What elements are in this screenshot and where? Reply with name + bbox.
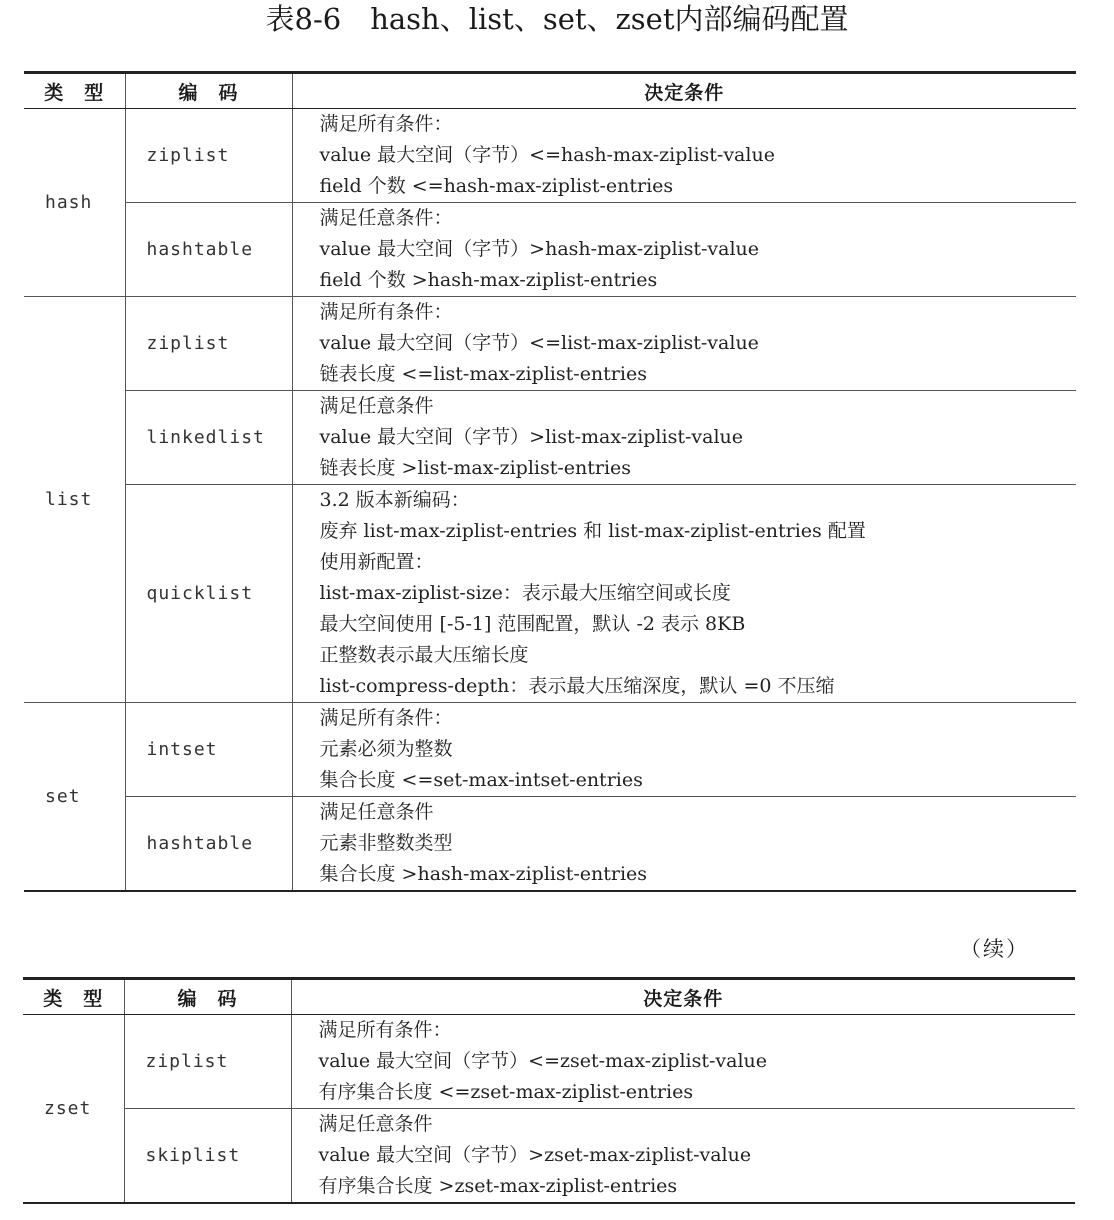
continued-label: （续）: [960, 937, 1029, 961]
condition-line: field 个数 <=hash-max-ziplist-entries: [319, 175, 674, 197]
condition-line: 满足所有条件：: [319, 707, 453, 729]
table-row: [24, 391, 1076, 485]
condition-line: value 最大空间（字节）>hash-max-ziplist-value: [319, 238, 760, 260]
table-row: [24, 109, 1076, 203]
condition-line: 最大空间使用 [-5-1] 范围配置，默认 -2 表示 8KB: [319, 613, 746, 635]
condition-line: value 最大空间（字节）<=list-max-ziplist-value: [319, 332, 759, 354]
table-row: [24, 797, 1076, 892]
condition-line: 集合长度 >hash-max-ziplist-entries: [319, 863, 648, 885]
encoding-table: [24, 71, 1076, 892]
condition-line: list-max-ziplist-size：表示最大压缩空间或长度: [319, 582, 731, 604]
encoding-cell: ziplist: [124, 1015, 291, 1109]
condition-cell: [291, 1109, 1075, 1204]
condition-line: 废弃 list-max-ziplist-entries 和 list-max-ziplist-entries 配置: [319, 520, 866, 542]
condition-line: 链表长度 >list-max-ziplist-entries: [319, 457, 632, 479]
condition-line: field 个数 >hash-max-ziplist-entries: [319, 269, 658, 291]
condition-cell: [292, 109, 1076, 203]
table-row: [24, 203, 1076, 297]
condition-line: value 最大空间（字节）<=hash-max-ziplist-value: [319, 144, 775, 166]
table-row: [23, 1109, 1075, 1204]
condition-line: list-compress-depth：表示最大压缩深度，默认 =0 不压缩: [319, 675, 835, 697]
type-cell: list: [24, 297, 125, 703]
header-type: 类 型: [24, 73, 125, 109]
condition-line: 满足所有条件：: [318, 1019, 452, 1041]
condition-cell: [292, 797, 1076, 892]
condition-cell: [291, 1015, 1075, 1109]
encoding-cell: quicklist: [125, 485, 292, 703]
encoding-cell: linkedlist: [125, 391, 292, 485]
type-cell: zset: [23, 1015, 124, 1204]
condition-line: 满足任意条件: [319, 801, 434, 823]
table-row: [24, 703, 1076, 797]
condition-line: 元素必须为整数: [319, 738, 453, 760]
condition-cell: [292, 297, 1076, 391]
condition-line: 有序集合长度 >zset-max-ziplist-entries: [318, 1175, 678, 1197]
condition-cell: [292, 391, 1076, 485]
condition-line: 满足任意条件: [318, 1113, 433, 1135]
encoding-cell: hashtable: [125, 203, 292, 297]
condition-line: 元素非整数类型: [319, 832, 453, 854]
condition-cell: [292, 485, 1076, 703]
header-condition: 决定条件: [292, 73, 1076, 109]
condition-line: 正整数表示最大压缩长度: [319, 644, 529, 666]
condition-line: value 最大空间（字节）>zset-max-ziplist-value: [318, 1144, 752, 1166]
header-encoding: 编 码: [124, 979, 291, 1015]
encoding-cell: ziplist: [125, 109, 292, 203]
condition-line: 链表长度 <=list-max-ziplist-entries: [319, 363, 647, 385]
type-cell: set: [24, 703, 125, 892]
condition-line: value 最大空间（字节）>list-max-ziplist-value: [319, 426, 744, 448]
header-type: 类 型: [23, 979, 124, 1015]
header-condition: 决定条件: [291, 979, 1075, 1015]
table-row: [24, 485, 1076, 703]
encoding-cell: ziplist: [125, 297, 292, 391]
condition-line: 满足所有条件：: [319, 301, 453, 323]
encoding-cell: skiplist: [124, 1109, 291, 1204]
condition-line: 满足所有条件：: [319, 113, 453, 135]
condition-cell: [292, 203, 1076, 297]
encoding-table-continued: [23, 977, 1075, 1204]
condition-line: 满足任意条件：: [319, 207, 453, 229]
table-caption: 表8-6 hash、list、set、zset内部编码配置: [265, 2, 849, 36]
table-row: [23, 1015, 1075, 1109]
condition-cell: [292, 703, 1076, 797]
table-row: [24, 297, 1076, 391]
condition-line: 满足任意条件: [319, 395, 434, 417]
encoding-cell: hashtable: [125, 797, 292, 892]
condition-line: 使用新配置：: [319, 551, 434, 573]
condition-line: 集合长度 <=set-max-intset-entries: [319, 769, 643, 791]
encoding-cell: intset: [125, 703, 292, 797]
header-encoding: 编 码: [125, 73, 292, 109]
condition-line: 有序集合长度 <=zset-max-ziplist-entries: [318, 1081, 694, 1103]
condition-line: value 最大空间（字节）<=zset-max-ziplist-value: [318, 1050, 768, 1072]
condition-line: 3.2 版本新编码：: [319, 489, 470, 511]
type-cell: hash: [24, 109, 125, 297]
